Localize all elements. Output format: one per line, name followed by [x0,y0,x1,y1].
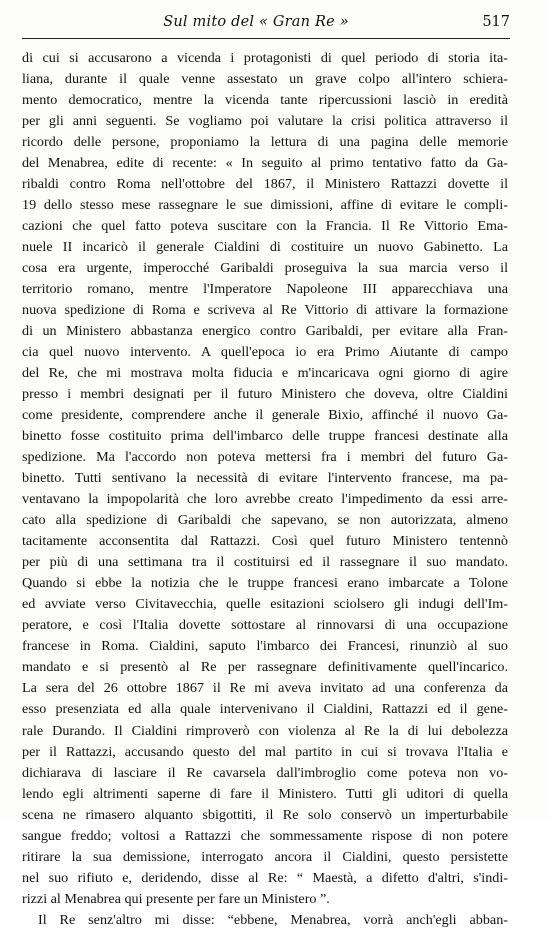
text-line: francese in Roma. Cialdini, saputo l'imbarco dei Francesi, rinunziò al suo [22,638,508,655]
text-line: liana, durante il quale venne assestato un grave colpo all'intero schiera- [22,71,508,88]
text-line: del Menabrea, edite di recente: « In seguito al primo tentativo fatto da Ga- [22,155,508,172]
text-line: rale Durando. Il Cialdini rimproverò con violenza al Re la di lui debolezza [22,722,508,739]
text-line: mento democratico, mentre la vicenda tante ripercussioni lasciò in eredità [22,92,508,109]
header-rule [22,38,510,39]
text-line: ed avviate verso Civitavecchia, quelle esitazioni sciolsero gli indugi dell'Im- [22,596,508,613]
text-line: ricordo delle persone, proponiamo la lettura di una pagina delle memorie [22,134,508,151]
text-line: nuele II incaricò il generale Cialdini di costituire un nuovo Gabinetto. La [22,239,508,256]
text-line: cia quel nuovo intervento. A quell'epoca io era Primo Aiutante di campo [22,344,508,361]
text-line: territorio romano, mentre l'Imperatore Napoleone III apparecchiava una [22,281,508,298]
text-line: di cui si accusarono a vicenda i protagonisti di quel periodo di storia ita- [22,50,508,66]
text-line: lendo egli altrimenti saperne di fare il Ministero. Tutti gli uditori di quella [22,785,508,802]
text-line: di un Ministero abbastanza energico contro Garibaldi, per evitare alla Fran- [22,323,508,340]
body-text [22,48,508,931]
running-title: Sul mito del « Gran Re » [163,14,349,30]
text-line: cazioni che quel fatto poteva suscitare con la Francia. Il Re Vittorio Ema- [22,218,508,235]
text-line: ritirare la sua demissione, interrogato ancora il Cialdini, questo persistette [22,848,508,865]
text-line: binetto. Tutti sentivano la necessità di evitare l'intervento francese, ma pa- [22,470,508,487]
text-line: rizzi al Menabrea qui presente per fare un Ministero ”. [22,890,330,907]
text-line: nuova spedizione di Roma e scriveva al Re Vittorio di attivare la formazione [22,302,508,319]
text-line: del Re, che mi mostrava molta fiducia e m'incaricava ogni giorno di agire [22,365,508,382]
text-line: presso i membri designati per il futuro Ministero che doveva, oltre Cialdini [22,386,508,403]
text-line: peratore, e così l'Italia dovette sottostare al rinnovarsi di una occupazione [22,617,508,634]
text-line: Quando si ebbe la notizia che le truppe francesi erano imbarcate a Tolone [22,575,508,592]
text-line: ventavano la impopolarità che loro avrebbe creato l'impedimento da essi arre- [22,491,508,508]
text-line: nel suo rifiuto e, deridendo, disse al Re: “ Maestà, a difetto d'altri, s'indi- [22,869,508,886]
text-line: dichiarava di lasciare il Re cavarsela dall'imbroglio come poteva non vo- [22,764,508,781]
text-line: sangue freddo; voltosi a Rattazzi che sommessamente rispose di non potere [22,827,508,844]
text-line: cato alla spedizione di Garibaldi che sapevano, se non autorizzata, almeno [22,512,508,529]
text-line: Il Re senz'altro mi disse: “ebbene, Menabrea, vorrà anch'egli abban- [38,911,508,928]
text-line: spedizione. Ma l'accordo non poteva mettersi fra i membri del futuro Ga- [22,449,508,466]
text-line: ribaldi contro Roma nell'ottobre del 1867, il Ministero Rattazzi dovette il [22,176,508,193]
text-line: La sera del 26 ottobre 1867 il Re mi aveva invitato ad una conferenza da [22,680,508,697]
text-line: scena ne rimasero alquanto sbigottiti, il Re solo conservò un imperturbabile [22,806,508,823]
text-line: per più di una settimana tra il costituirsi ed il rassegnare il suo mandato. [22,554,508,571]
running-header [22,14,510,36]
text-line: per gli anni seguenti. Se vogliamo poi valutare la crisi politica attraverso il [22,113,508,130]
text-line: 19 dello stesso mese rassegnare le sue dimissioni, affine di evitare le compli- [22,197,508,214]
text-line: cosa era urgente, imperocché Garibaldi proseguiva la sua marcia verso il [22,260,508,277]
text-line: binetto fosse costituito prima dell'imbarco delle truppe francesi destinate alla [22,428,508,445]
page-number: 517 [482,14,510,30]
text-line: come presidente, comprendere anche il generale Bixio, affinché il nuovo Ga- [22,407,508,424]
text-line: esso presenziata ed alla quale intervenivano il Cialdini, Rattazzi ed il gene- [22,701,508,718]
text-line: mandato e si presentò al Re per rassegnare definitivamente quell'incarico. [22,659,508,676]
text-line: per il Rattazzi, accusando questo del mal partito in cui si trovava l'Italia e [22,743,508,760]
text-line: tacitamente acconsentita dal Rattazzi. Così quel futuro Ministero tentennò [22,533,508,550]
